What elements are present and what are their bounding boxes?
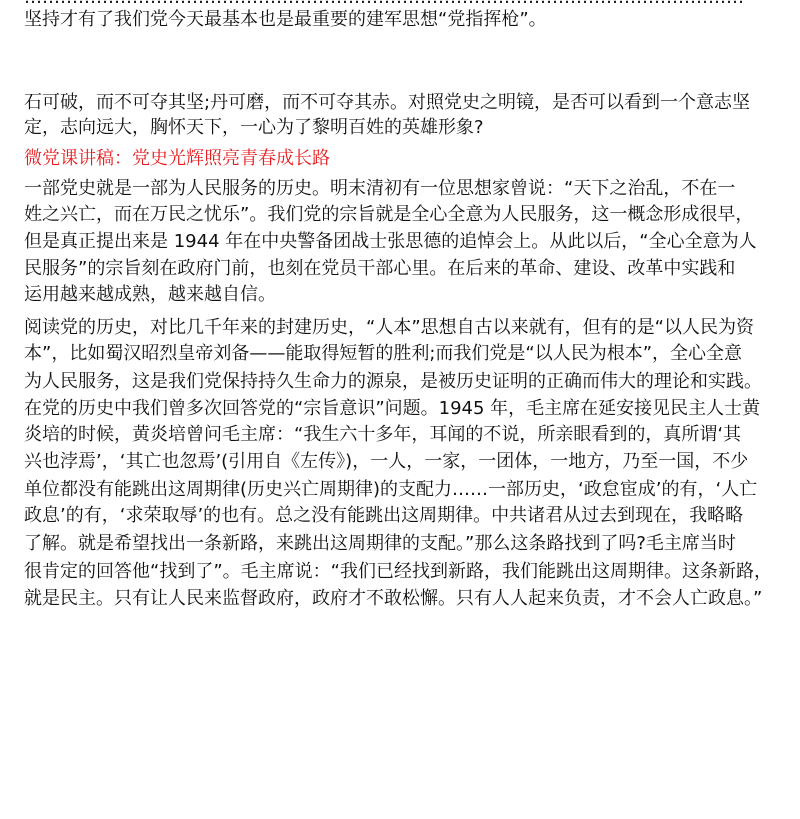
text-line: 阅读党的历史，对比几千年来的封建历史，“人本”思想自古以来就有，但有的是“以人民为资 — [24, 317, 754, 338]
cut-off-text-line — [24, 0, 784, 6]
text-line: 姓之兴亡，而在万民之忧乐”。我们党的宗旨就是全心全意为人民服务，这一概念形成很早， — [24, 204, 754, 225]
text-line: 炎培的时候，黄炎培曾问毛主席：“我生六十多年，耳闻的不说，所亲眼看到的，真所谓‘其 — [24, 424, 742, 445]
text-line: 了解。就是希望找出一条新路，来跳出这周期律的支配。”那么这条路找到了吗?毛主席当时 — [24, 533, 736, 554]
text-line: 为人民服务，这是我们党保持持久生命力的源泉，是被历史证明的正确而伟大的理论和实践。 — [24, 371, 762, 392]
section-heading: 微党课讲稿：党史光辉照亮青春成长路 — [24, 148, 330, 169]
text-line: 运用越来越成熟，越来越自信。 — [24, 284, 276, 305]
text-line: 很肯定的回答他“找到了”。毛主席说：“我们已经找到新路，我们能跳出这周期律。这条新路， — [24, 561, 772, 582]
text-line: 一部党史就是一部为人民服务的历史。明末清初有一位思想家曾说：“天下之治乱，不在一 — [24, 178, 736, 199]
text-line: 坚持才有了我们党今天最基本也是最重要的建军思想“党指挥枪”。 — [24, 9, 547, 30]
text-line: 本”，比如蜀汉昭烈皇帝刘备——能取得短暂的胜利;而我们党是“以人民为根本”，全心全意 — [24, 343, 743, 364]
text-line: 兴也浡焉’，‘其亡也忽焉’(引用自《左传》)，一人，一家，一团体，一地方，乃至一国，不少 — [24, 451, 749, 472]
text-line: 在党的历史中我们曾多次回答党的“宗旨意识”问题。1945 年，毛主席在延安接见民主人士黄 — [24, 398, 761, 419]
text-line: 但是真正提出来是 1944 年在中央警备团战士张思德的追悼会上。从此以后，“全心全意为人 — [24, 231, 757, 252]
text-line: 政息’的有，‘求荣取辱’的也有。总之没有能跳出这周期律。中共诸君从过去到现在，我略略 — [24, 505, 744, 526]
text-line: 单位都没有能跳出这周期律(历史兴亡周期律)的支配力……一部历史，‘政怠宦成’的有，‘人亡 — [24, 479, 758, 500]
text-line: 石可破，而不可夺其坚;丹可磨，而不可夺其赤。对照党史之明镜，是否可以看到一个意志坚 — [24, 92, 751, 113]
text-line: 定，志向远大，胸怀天下，一心为了黎明百姓的英雄形象? — [24, 117, 484, 138]
text-line: 就是民主。只有让人民来监督政府，政府才不敢松懈。只有人人起来负责，才不会人亡政息。” — [24, 588, 763, 609]
text-line: 民服务”的宗旨刻在政府门前，也刻在党员干部心里。在后来的革命、建设、改革中实践和 — [24, 258, 736, 279]
